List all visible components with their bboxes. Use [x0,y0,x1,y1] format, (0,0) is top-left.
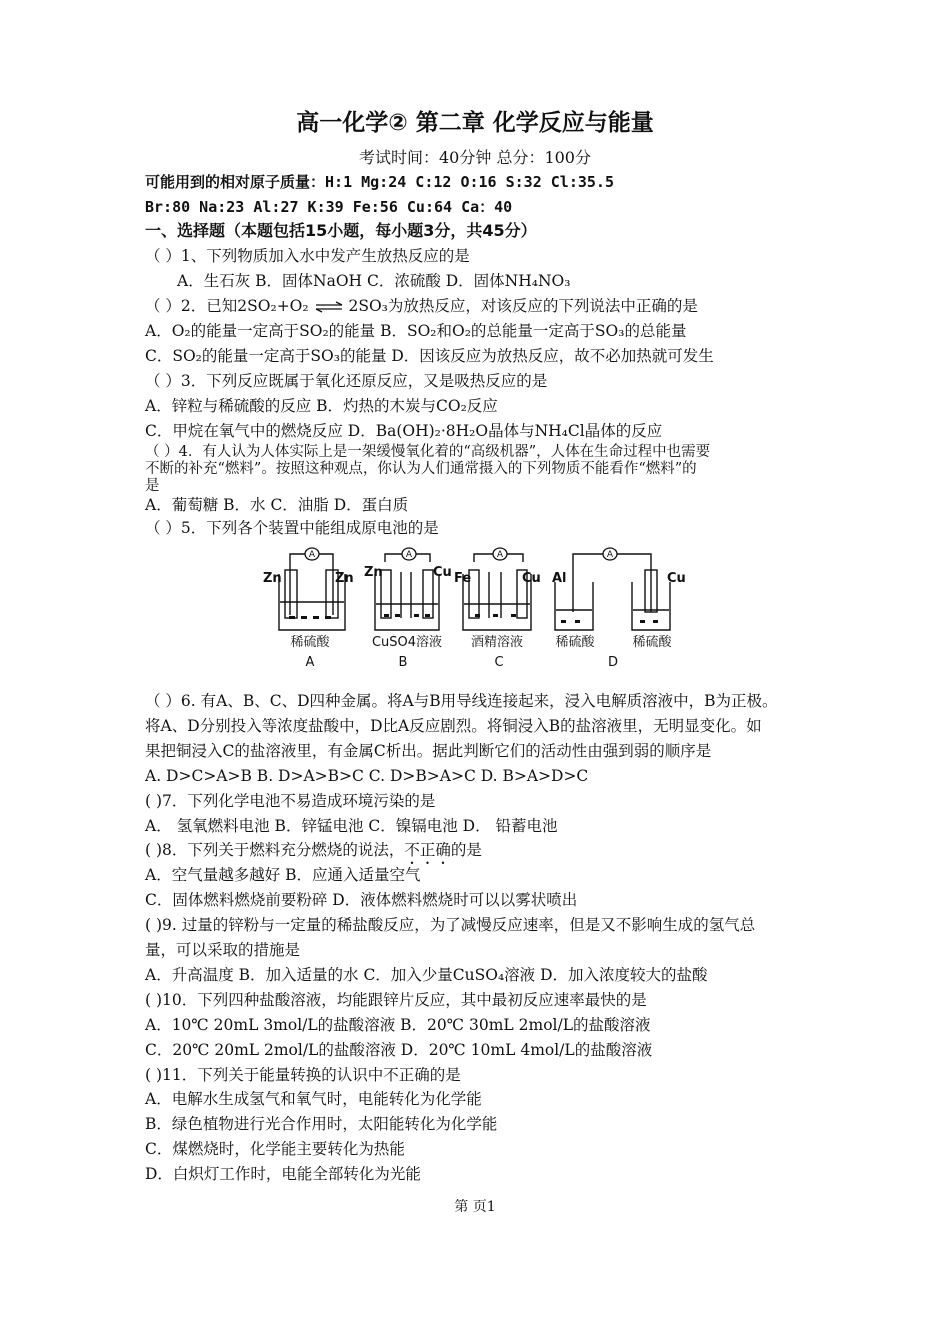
question-8-stem-pre: ( )8．下列关于燃料充分燃烧的说法， [145,841,405,859]
cell-d-right-electrode: Cu [667,571,686,586]
page-footer: 第 页1 [454,1199,496,1215]
question-1-stem: （ ）1、下列物质加入水中发产生放热反应的是 [145,247,470,265]
cell-c-right-electrode: Cu [522,571,541,586]
cell-d-label: D [607,655,619,670]
question-6-line-3: 果把铜浸入C的盐溶液里，有金属C析出。据此判断它们的活动性由强到弱的顺序是 [145,742,712,760]
question-3-options-cd: C．甲烷在氧气中的燃烧反应 D．Ba(OH)₂·8H₂O晶体与NH₄Cl晶体的反应 [145,422,663,440]
page-title: 高一化学② 第二章 化学反应与能量 [296,110,654,136]
atomic-mass-line-2: Br:80 Na:23 Al:27 K:39 Fe:56 Cu:64 Ca：40 [145,198,513,216]
question-11-option-d: D．白炽灯工作时，电能全部转化为光能 [145,1165,421,1183]
cell-a-left-electrode: Zn [263,571,282,586]
question-2-stem-post: 2SO₃为放热反应，对该反应的下列说法中正确的是 [348,297,698,315]
cell-b-left-electrode: Zn [364,565,383,580]
exam-info: 考试时间：40分钟 总分：100分 [359,148,591,167]
question-10-stem: ( )10．下列四种盐酸溶液，均能跟锌片反应，其中最初反应速率最快的是 [145,991,647,1009]
cell-a-label: A [305,655,315,670]
question-4-line-2: 不断的补充“燃料”。按照这种观点，你认为人们通常摄入的下列物质不能看作“燃料”的 [145,461,697,477]
question-9-line-2: 量，可以采取的措施是 [145,941,301,959]
question-2-stem [145,295,698,317]
question-11-option-b: B．绿色植物进行光合作用时，太阳能转化为化学能 [145,1115,498,1133]
question-5-stem: （ ）5．下列各个装置中能组成原电池的是 [145,519,439,537]
question-8-emphasis: 不正确 [404,841,451,859]
question-3-options-ab: A．锌粒与稀硫酸的反应 B．灼热的木炭与CO₂反应 [145,397,498,415]
equilibrium-arrow-icon [314,301,344,313]
question-2-options-ab: A．O₂的能量一定高于SO₂的能量 B．SO₂和O₂的总能量一定高于SO₃的总能量 [145,322,687,340]
cell-b-right-electrode: Cu [433,565,452,580]
question-8-options-cd: C．固体燃料燃烧前要粉碎 D．液体燃料燃烧时可以以雾状喷出 [145,891,578,909]
question-6-options: A. D>C>A>B B. D>A>B>C C. D>B>A>C D. B>A>D>C [145,767,589,785]
question-11-option-a: A．电解水生成氢气和氧气时，电能转化为化学能 [145,1090,482,1108]
cell-c-left-electrode: Fe [454,571,472,586]
question-10-options-ab: A．10℃ 20mL 3mol/L的盐酸溶液 B．20℃ 30mL 2mol/L的盐酸溶液 [145,1016,651,1034]
question-6-line-1: （ ）6. 有A、B、C、D四种金属。将A与B用导线连接起来，浸入电解质溶液中，B为正极。 [145,692,778,710]
atomic-mass-line-1: 可能用到的相对原子质量：H:1 Mg:24 C:12 O:16 S:32 Cl:35.5 [145,173,614,191]
cell-d-solution-left: 稀硫酸 [555,635,595,650]
cell-b-label: B [398,655,408,670]
question-8-stem-post: 的是 [450,841,482,859]
question-7-stem: ( )7．下列化学电池不易造成环境污染的是 [145,792,436,810]
question-8-options-ab: A．空气量越多越好 B．应通入适量空气 [145,866,421,884]
ammeter-icon [305,548,617,560]
question-6-line-2: 将A、D分别投入等浓度盐酸中，D比A反应剧烈。将铜浸入B的盐溶液里，无明显变化。如 [145,717,762,735]
question-11-option-c: C．煤燃烧时，化学能主要转化为热能 [145,1140,405,1158]
question-4-line-3: 是 [145,478,160,494]
question-1-options: A．生石灰 B．固体NaOH C．浓硫酸 D．固体NH₄NO₃ [177,272,571,290]
cell-d-left-electrode: Al [552,571,567,586]
question-4-options: A．葡萄糖 B．水 C．油脂 D．蛋白质 [145,496,409,514]
question-9-line-1: ( )9. 过量的锌粉与一定量的稀盐酸反应，为了减慢反应速率，但是又不影响生成的氢气总 [145,916,756,934]
ammeter-a-label: A [308,550,316,560]
section-heading-choice: 一、选择题（本题包括15小题，每小题3分，共45分） [145,221,537,240]
question-2-stem-pre: （ ）2．已知2SO₂+O₂ [145,297,309,315]
ammeter-c-label: A [496,550,504,560]
cell-d-solution-right: 稀硫酸 [632,635,672,650]
question-10-options-cd: C．20℃ 20mL 2mol/L的盐酸溶液 D．20℃ 10mL 4mol/L的盐酸溶液 [145,1041,653,1059]
galvanic-cell-diagram [255,542,695,672]
cell-a-right-electrode: Zn [335,571,354,586]
question-4-line-1: （ ）4．有人认为人体实际上是一架缓慢氧化着的“高级机器”，人体在生命过程中也需要 [145,444,711,460]
ammeter-b-label: A [405,550,413,560]
question-11-stem: ( )11．下列关于能量转换的认识中不正确的是 [145,1066,461,1084]
question-7-options: A． 氢氧燃料电池 B．锌锰电池 C．镍镉电池 D． 铅蓄电池 [145,817,558,835]
question-9-options: A．升高温度 B．加入适量的水 C．加入少量CuSO₄溶液 D．加入浓度较大的盐酸 [145,966,708,984]
question-3-stem: （ ）3．下列反应既属于氧化还原反应，又是吸热反应的是 [145,372,548,390]
cell-c-solution: 酒精溶液 [470,635,524,650]
cell-b-solution: CuSO4溶液 [371,635,443,650]
cell-c-label: C [494,655,504,670]
question-2-options-cd: C．SO₂的能量一定高于SO₃的能量 D．因该反应为放热反应，故不必加热就可发生 [145,347,714,365]
ammeter-d-label: A [606,550,614,560]
cell-a-solution: 稀硫酸 [290,635,330,650]
